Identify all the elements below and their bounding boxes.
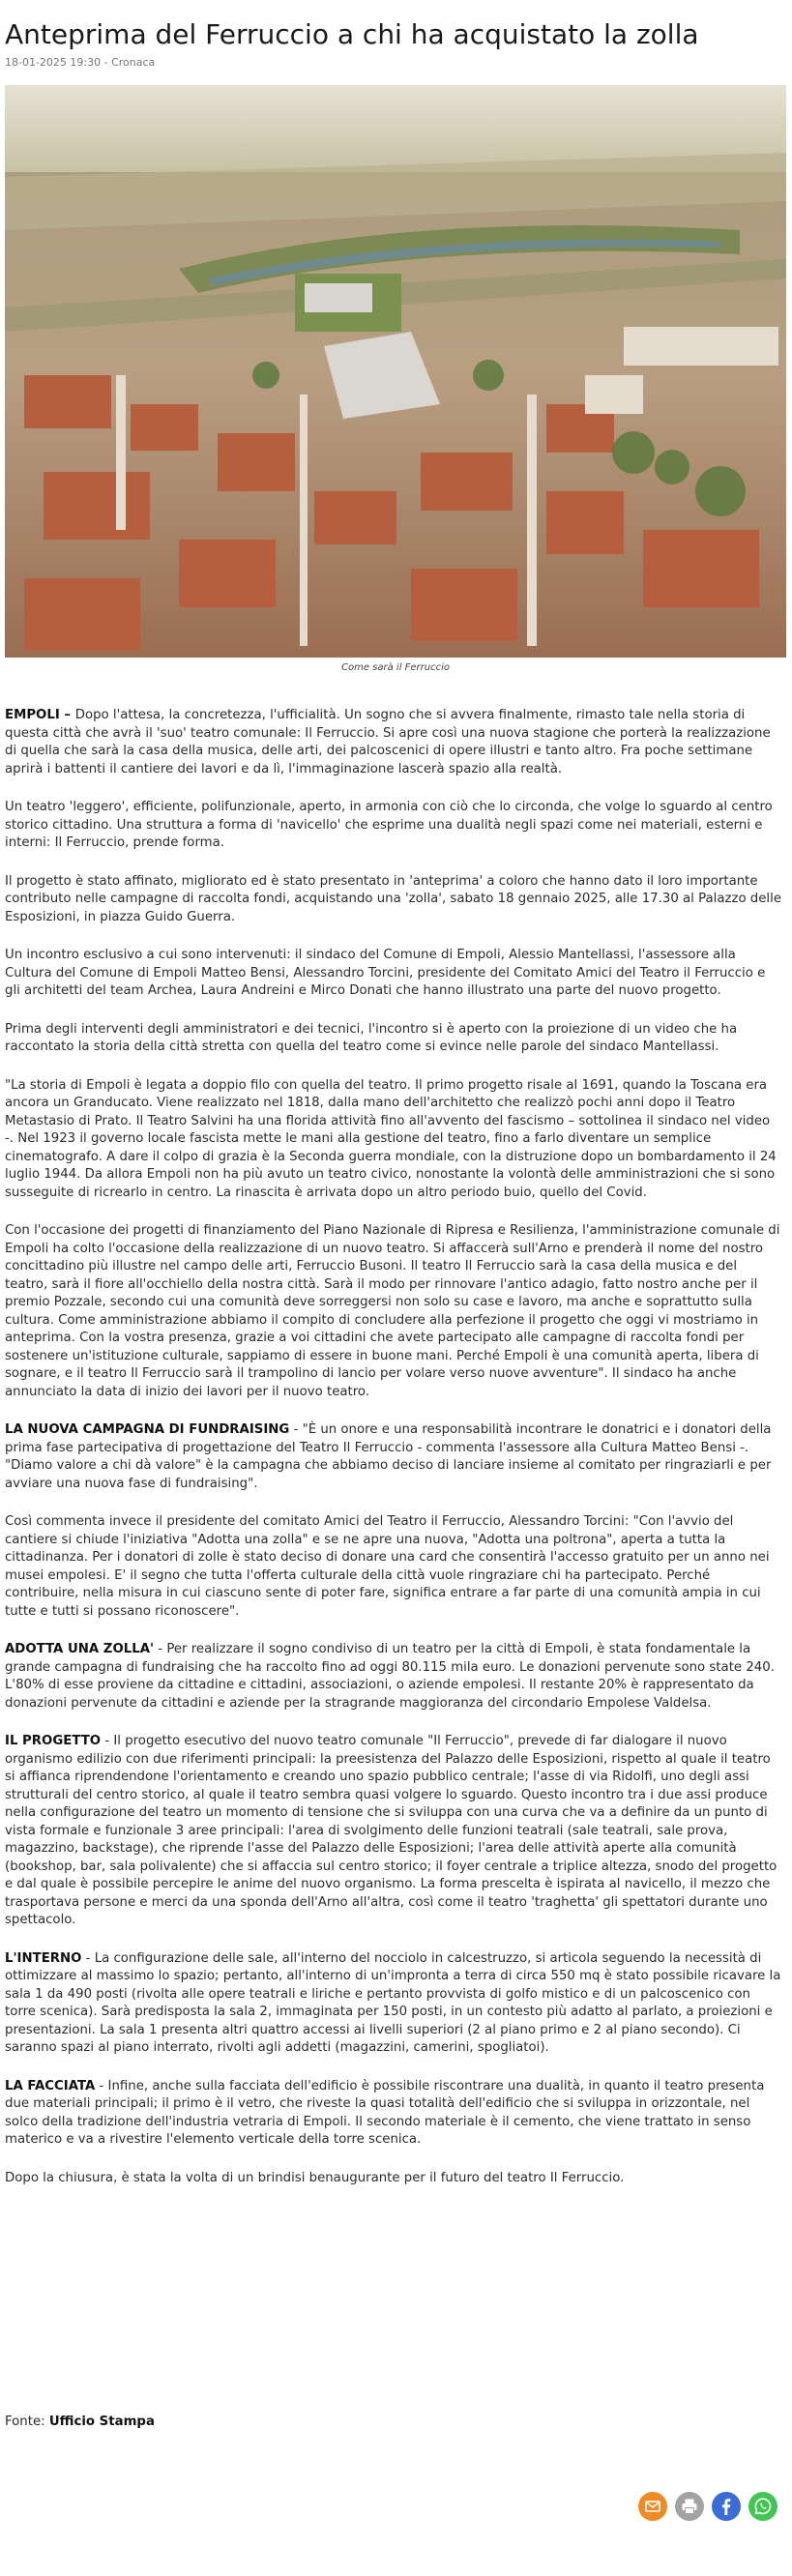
section-heading: LA NUOVA CAMPAGNA DI FUNDRAISING (5, 1422, 290, 1437)
facebook-icon (712, 2492, 741, 2521)
article-body (5, 707, 781, 2208)
paragraph-text: Con l'occasione dei progetti di finanziamento del Piano Nazionale di Ripresa e Resilienza, l'amministrazione comunale di Empoli ha colto l'occasione della realizzazione di un nuovo teatro. Si affaccerà sull'Arno e prenderà il nome del nostro concittadino più illustre nel campo delle arti, Ferruccio Busoni. Il teatro Il Ferruccio sarà la casa della musica e del teatro, sarà il fiore all'occhiello della nostra città. Sarà il modo per rinnovare l'antico adagio, fatto nostro anche per il premio Pozzale, secondo cui una comunità deve sorreggersi non solo su case e lavoro, ma anche e soprattutto sulla cultura. Come amministrazione abbiamo il compito di concludere alla perfezione il progetto che oggi vi mostriamo in anteprima. Con la vostra presenza, grazie a voi cittadini che avete partecipato alle campagne di raccolta fondi per sostenere un'istituzione culturale, sappiamo di essere in buone mani. Perché Empoli è una comunità aperta, libera di sognare, e il teatro Il Ferruccio sarà il trampolino di lancio per volare verso nuove avventure". Il sindaco ha anche annunciato la data di inizio dei lavori per il nuovo teatro. (5, 1223, 780, 1399)
article-paragraph (5, 707, 781, 778)
article-paragraph (5, 2078, 781, 2150)
printer-icon (675, 2492, 704, 2521)
article-paragraph (5, 1950, 781, 2058)
article-paragraph (5, 1077, 781, 1203)
section-heading: IL PROGETTO (5, 1734, 102, 1748)
article-paragraph (5, 1421, 781, 1493)
paragraph-text: "La storia di Empoli è legata a doppio filo con quella del teatro. Il primo progetto risale al 1691, quando la Toscana era ancora un Granducato. Viene realizzato nel 1818, dalla mano dell'architetto che realizzò pochi anni dopo il Teatro Metastasio di Prato. Il Teatro Salvini ha una florida attività fino all'avvento del fascismo – sottolinea il sindaco nel video -. Nel 1923 il governo locale fascista mette le mani alla gestione del teatro, fino a farlo diventare un semplice cinematografo. A dare il colpo di grazia è la Seconda guerra mondiale, con la distruzione dopo un bombardamento il 24 luglio 1944. Da allora Empoli non ha più avuto un teatro civico, nonostante la volontà delle amministrazioni che si sono susseguite di ricrearlo in centro. La rinascita è arrivata dopo un altro periodo buio, quello del Covid. (5, 1077, 777, 1200)
article-paragraph (5, 1513, 781, 1621)
paragraph-text: - Il progetto esecutivo del nuovo teatro comunale "Il Ferruccio", prevede di far dialogare il nuovo organismo edilizio con due riferimenti principali: la preesistenza del Palazzo delle Esposizioni, rispetto al quale il teatro si affianca riprendendone l'orientamento e creando uno spazio pubblico centrale; l'asse di via Ridolfi, uno degli assi strutturali del centro storico, al quale il teatro sembra quasi volgere lo sguardo. Questo incontro tra i due assi produce nella configurazione del teatro un momento di tensione che si sviluppa con una curva che va a definire da un punto di vista formale e funzionale 3 aree principali: l'area di svolgimento delle funzioni teatrali (sale teatrali, sale prova, magazzino, backstage), che riprende l'asse del Palazzo delle Esposizioni; l'area delle attività aperte alla comunità (bookshop, bar, sala polivalente) che si affaccia sul centro storico; il foyer centrale a triplice altezza, snodo del progetto e dal quale è possibile percepire le anime del nuovo organismo. La forma prescelta è ispirata al navicello, il mezzo che trasportava persone e merci da una sponda dell'Arno all'altra, così come il teatro 'traghetta' gli spettatori durante uno spettacolo. (5, 1734, 777, 1927)
section-heading: LA FACCIATA (5, 2078, 96, 2093)
paragraph-text: Un teatro 'leggero', efficiente, polifunzionale, aperto, in armonia con ciò che lo circonda, che volge lo sguardo al centro storico cittadino. Una struttura a forma di 'navicello' che esprime una dualità negli spazi come nei materiali, esterni e interni: Il Ferruccio, prende forma. (5, 800, 773, 850)
article-paragraph (5, 799, 781, 853)
paragraph-lead: EMPOLI – (5, 708, 75, 722)
article-figure (5, 85, 786, 677)
article-paragraph (5, 1733, 781, 1930)
paragraph-text: Un incontro esclusivo a cui sono intervenuti: il sindaco del Comune di Empoli, Alessio Mantellassi, l'assessore alla Cultura del Comune di Empoli Matteo Bensi, Alessandro Torcini, presidente del Comitato Amici del Teatro il Ferruccio e gli architetti del team Archea, Laura Andreini e Mirco Donati che hanno illustrato una parte del nuovo progetto. (5, 948, 766, 998)
article-paragraph (5, 2170, 781, 2188)
paragraph-text: - "È un onore e una responsabilità incontrare le donatrici e i donatori della prima fase partecipativa di progettazione del Teatro Il Ferruccio - commenta l'assessore alla Cultura Matteo Bensi -. "Diamo valore a chi dà valore" è la campagna che abbiamo deciso di lanciare insieme al comitato per ringraziarli e per avviare una nuova fase di fundraising". (5, 1422, 772, 1491)
aerial-city-photo (5, 85, 786, 658)
section-heading: ADOTTA UNA ZOLLA' (5, 1642, 155, 1656)
article-paragraph (5, 947, 781, 1001)
share-facebook-button[interactable] (712, 2492, 741, 2521)
paragraph-text: - Per realizzare il sogno condiviso di un teatro per la città di Empoli, è stata fondamentale la grande campagna di fundraising che ha raccolto fino ad oggi 80.115 mila euro. Le donazioni pervenute sono state 240. L'80% di esse proviene da cittadine e cittadini, associazioni, o aziende empolesi. Il restante 20% è rappresentato da donazioni pervenute da cittadini e aziende per la stragrande maggioranza del circondario Empolese Valdelsa. (5, 1642, 775, 1711)
share-email-button[interactable] (638, 2492, 667, 2521)
share-whatsapp-button[interactable] (748, 2492, 777, 2521)
article-paragraph (5, 1641, 781, 1712)
article-paragraph (5, 1222, 781, 1401)
article-date: 18-01-2025 19:30 (5, 56, 102, 69)
paragraph-text: - La configurazione delle sale, all'interno del nocciolo in calcestruzzo, si articola seguendo la necessità di ottimizzare al massimo lo spazio; pertanto, all'interno di un'impronta a terra di circa 550 mq è stato possibile ricavare la sala 1 da 490 posti (rivolta alle opere teatrali e liriche e pertanto provvista di golfo mistico e di un palcoscenico con torre scenica). Sarà predisposta la sala 2, immaginata per 150 posti, in un contesto più adatto al parlato, a proiezioni e presentazioni. La sala 1 presenta altri quattro accessi ai livelli superiori (2 al piano primo e 2 al piano secondo). Ci saranno spazi al piano interrato, rivolti agli addetti (magazzini, camerini, spogliatoi). (5, 1950, 781, 2055)
section-heading: L'INTERNO (5, 1950, 82, 1966)
paragraph-text: Dopo l'attesa, la concretezza, l'ufficialità. Un sogno che si avvera finalmente, rimasto tale nella storia di questa città che avrà il 'suo' teatro comunale: Il Ferruccio. Si apre così una nuova stagione che porterà la realizzazione di quella che sarà la casa della musica, delle arti, dei palcoscenici di opere illustri e tanto altro. Fra poche settimane aprirà i battenti il cantiere dei lavori e da lì, l'immaginazione lascerà spazio alla realtà. (5, 708, 771, 776)
share-print-button[interactable] (675, 2492, 704, 2521)
source-name: Ufficio Stampa (48, 2415, 155, 2429)
paragraph-text: Dopo la chiusura, è stata la volta di un brindisi benaugurante per il futuro del teatro Il Ferruccio. (5, 2170, 625, 2185)
article-paragraph (5, 1021, 781, 1057)
article-title: Anteprima del Ferruccio a chi ha acquistato la zolla (5, 18, 699, 50)
paragraph-text: - Infine, anche sulla facciata dell'edificio è possibile riscontrare una dualità, in quanto il teatro presenta due materiali principali; il primo è il vetro, che riveste la quasi totalità dell'edificio che si sviluppa in orizzontale, nel solco della tradizione dell'industria vetraria di Empoli. Il secondo materiale è il cemento, che viene trattato in senso materico e va a rivestire l'elemento verticale della torre scenica. (5, 2078, 765, 2147)
category-link[interactable]: Cronaca (111, 56, 156, 69)
image-caption: Come sarà il Ferruccio (340, 662, 451, 673)
whatsapp-icon (748, 2492, 777, 2521)
source-label: Fonte: (5, 2415, 49, 2429)
paragraph-text: Il progetto è stato affinato, migliorato ed è stato presentato in 'anteprima' a coloro che hanno dato il loro importante contributo nelle campagne di raccolta fondi, acquistando una 'zolla', sabato 18 gennaio 2025, alle 17.30 al Palazzo delle Esposizioni, in piazza Guido Guerra. (5, 873, 781, 924)
article-source (5, 2414, 155, 2431)
meta-separator: - (101, 56, 112, 69)
envelope-icon (638, 2492, 667, 2521)
article-paragraph (5, 873, 781, 927)
article-meta (5, 56, 155, 70)
paragraph-text: Così commenta invece il presidente del comitato Amici del Teatro il Ferruccio, Alessandro Torcini: "Con l'avvio del cantiere si chiude l'iniziativa "Adotta una zolla" e se ne apre una nuova, "Adotta una poltrona", aperta a tutta la cittadinanza. Per i donatori di zolle è stato deciso di donare una card che consentirà l'accesso gratuito per un anno nei musei empolesi. E' il segno che tutta l'offerta culturale della città vuole ringraziare chi ha partecipato. Perché contribuire, nella misura in cui ciascuno sente di poter fare, significa entrare a far parte di una comunità ampia in cui tutte e tutti si possano riconoscere". (5, 1514, 770, 1619)
paragraph-text: Prima degli interventi degli amministratori e dei tecnici, l'incontro si è aperto con la proiezione di un video che ha raccontato la storia della città stretta con quella del teatro come si evince nelle parole del sindaco Mantellassi. (5, 1021, 738, 1054)
